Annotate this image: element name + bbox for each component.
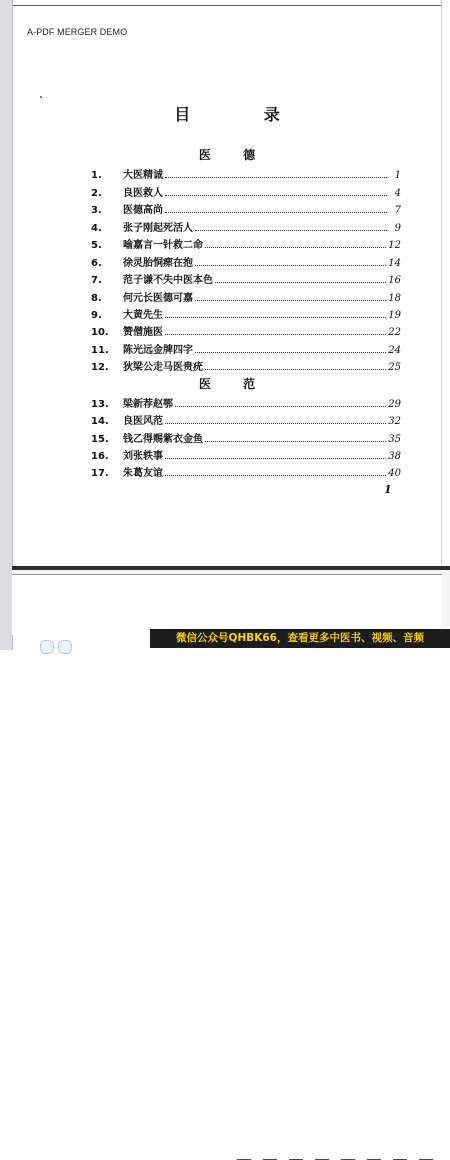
toc-entry-title: 钱乙得赐紫衣金鱼: [123, 434, 203, 445]
toc-entry-number: 6.: [91, 258, 102, 269]
toc-leader: [195, 300, 386, 301]
toc-entry-title: 朱葛友谊: [123, 468, 163, 479]
toc-entry-page: 38: [388, 451, 401, 462]
toc-entry[interactable]: [91, 447, 401, 461]
toc-leader: [205, 369, 386, 370]
toc-entry-number: 11.: [91, 345, 109, 356]
toc-entry-page: 7: [394, 205, 401, 216]
toc-entry[interactable]: [91, 236, 401, 250]
toc-entry-number: 7.: [91, 275, 102, 286]
toc-entry[interactable]: [91, 430, 401, 444]
toc-title: 目 录: [174, 105, 314, 124]
toc-leader: [215, 282, 386, 283]
toc-entry-title: 梁新荐赵鄂: [123, 399, 173, 410]
nav-circle-icon[interactable]: [58, 640, 72, 654]
toc-leader: [195, 230, 387, 231]
toc-entry-page: 24: [388, 345, 401, 356]
toc-entry-page: 18: [388, 293, 401, 304]
toc-entry[interactable]: [91, 464, 401, 478]
toc-entry[interactable]: [91, 166, 401, 180]
toc-leader: [165, 212, 387, 213]
toc-entry-number: 9.: [91, 310, 102, 321]
toc-entry-title: 范子谦不失中医本色: [123, 275, 213, 286]
toc-entry-number: 13.: [91, 399, 109, 410]
toc-entry-number: 16.: [91, 451, 109, 462]
toc-entry[interactable]: [91, 289, 401, 303]
toc-entry-number: 4.: [91, 223, 102, 234]
toc-leader: [205, 441, 386, 442]
toc-entry-number: 10.: [91, 327, 109, 338]
promo-banner: 微信公众号QHBK66，查看更多中医书、视频、音频: [150, 629, 450, 648]
page-number: 1: [384, 483, 392, 496]
toc-entry-number: 14.: [91, 416, 109, 427]
toc-leader: [195, 352, 386, 353]
toc-entry[interactable]: [91, 341, 401, 355]
pdf-page: [13, 0, 442, 565]
toc-leader: [165, 195, 387, 196]
toc-entry-title: 何元长医德可嘉: [123, 293, 193, 304]
toc-leader: [205, 247, 386, 248]
toc-entry[interactable]: [91, 395, 401, 409]
toc-entry-page: 25: [388, 362, 401, 373]
viewer-left-panel: [0, 0, 13, 650]
toc-entry[interactable]: [91, 306, 401, 320]
toc-entry-page: 16: [388, 275, 401, 286]
toc-entry-page: 12: [388, 240, 401, 251]
toc-entry-page: 9: [394, 223, 401, 234]
toc-entry[interactable]: [91, 323, 401, 337]
toc-entry-page: 19: [388, 310, 401, 321]
toc-entry-title: 徐灵胎恫瘝在抱: [123, 258, 193, 269]
toc-entry-title: 刘张轶事: [123, 451, 163, 462]
toc-entry-title: 狄梁公走马医贵疣: [123, 362, 203, 373]
toc-entry-title: 赞僧施医: [123, 327, 163, 338]
next-page-preview: [12, 574, 442, 635]
toc-entry-page: 14: [388, 258, 401, 269]
toc-entry[interactable]: [91, 358, 401, 372]
toc-entry[interactable]: [91, 219, 401, 233]
toc-entry[interactable]: [91, 412, 401, 426]
toc-entry-title: 良医救人: [123, 188, 163, 199]
scan-speck: [40, 96, 42, 98]
toc-entry-page: 32: [388, 416, 401, 427]
toc-entry-page: 29: [388, 399, 401, 410]
toc-leader: [195, 265, 386, 266]
toc-entry-title: 陈光远金牌四字: [123, 345, 193, 356]
toc-leader: [165, 317, 386, 318]
toc-leader: [165, 334, 386, 335]
toc-entry-page: 1: [394, 170, 401, 181]
watermark: A-PDF MERGER DEMO: [27, 27, 128, 37]
toc-entry-title: 大医精诚: [123, 170, 163, 181]
toc-entry[interactable]: [91, 254, 401, 268]
toc-leader: [175, 406, 386, 407]
toc-leader: [165, 475, 386, 476]
toc-entry-title: 医德高尚: [123, 205, 163, 216]
toc-entry-title: 大黄先生: [123, 310, 163, 321]
nav-circle-icon[interactable]: [40, 640, 54, 654]
toc-entry-number: 8.: [91, 293, 102, 304]
toc-entry-page: 35: [388, 434, 401, 445]
toc-entry-number: 17.: [91, 468, 109, 479]
toc-entry-number: 2.: [91, 188, 102, 199]
toc-entry-page: 22: [388, 327, 401, 338]
section-heading: 医 德: [198, 148, 270, 162]
toc-entry-number: 5.: [91, 240, 102, 251]
toc-entry-title: 良医风范: [123, 416, 163, 427]
toc-entry-number: 3.: [91, 205, 102, 216]
toc-entry-number: 12.: [91, 362, 109, 373]
toc-entry[interactable]: [91, 271, 401, 285]
toc-entry[interactable]: [91, 184, 401, 198]
toc-leader: [165, 177, 387, 178]
toc-leader: [165, 458, 386, 459]
toc-entry-number: 1.: [91, 170, 102, 181]
toc-entry[interactable]: [91, 201, 401, 215]
toc-entry-number: 15.: [91, 434, 109, 445]
toc-entry-title: 张子刚起死活人: [123, 223, 193, 234]
toc-entry-page: 4: [394, 188, 401, 199]
page-top-rule: [13, 5, 441, 6]
section-heading: 医 范: [198, 377, 270, 391]
toc-leader: [165, 423, 386, 424]
toc-entry-page: 40: [388, 468, 401, 479]
toc-entry-title: 喻嘉言一针救二命: [123, 240, 203, 251]
